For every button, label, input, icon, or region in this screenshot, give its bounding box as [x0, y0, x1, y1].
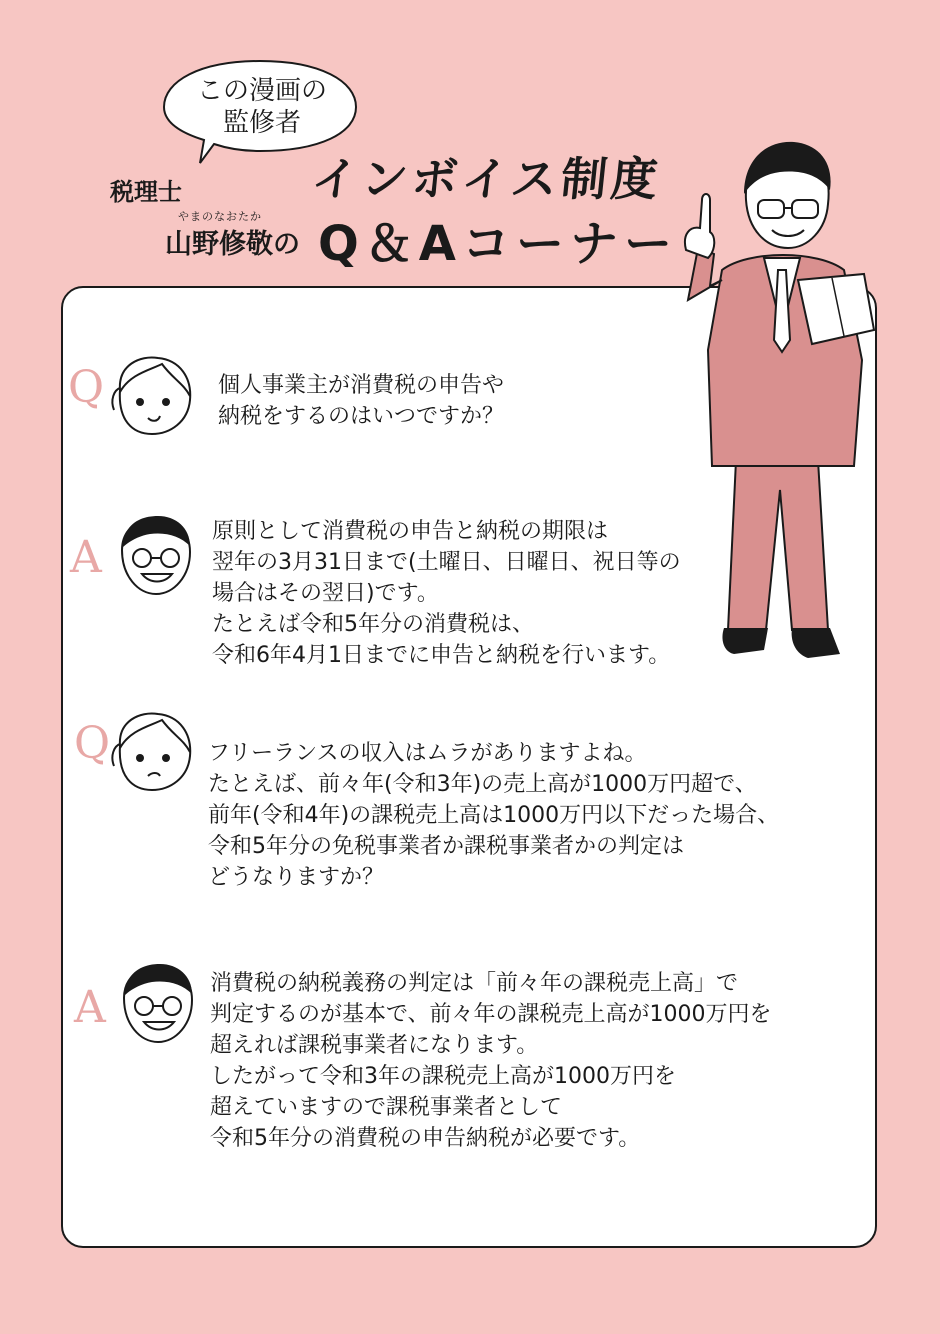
author-name: 山野修敬の	[165, 229, 300, 260]
speech-bubble	[160, 55, 360, 155]
answer-mark-2: A	[74, 982, 106, 1033]
man-face-icon-2	[112, 958, 202, 1048]
question-2-text: フリーランスの収入はムラがありますよね。 たとえば、前々年(令和3年)の売上高が1000万円超で、 前年(令和4年)の課税売上高は1000万円以下だった場合、 令和5年分の免税事業者か課税事業者かの判定は どうなりますか？	[208, 741, 780, 890]
page-title: インボイス制度	[308, 152, 665, 206]
question-1-text: 個人事業主が消費税の申告や 納税をするのはいつですか？	[218, 373, 505, 429]
answer-1-text: 原則として消費税の申告と納税の期限は 翌年の3月31日まで(土曜日、日曜日、祝日等の 場合はその翌日)です。 たとえば令和5年分の消費税は、 令和6年4月1日までに申告と納税を行います。	[212, 519, 681, 668]
bubble-text: この漫画の 監修者	[196, 76, 327, 138]
woman-face-icon-2	[100, 706, 200, 796]
answer-mark-1: A	[70, 532, 102, 583]
author-ruby: やまのなおたか	[178, 210, 262, 223]
tax-accountant-illustration	[668, 130, 898, 690]
author-title: 税理士	[110, 178, 182, 206]
answer-2-text: 消費税の納税義務の判定は「前々年の課税売上高」で 判定するのが基本で、前々年の課税売上高が1000万円を 超えれば課税事業者になります。 したがって令和3年の課税売上高が1000万円を 超えていますので課税事業者として 令和5年分の消費税の申告納税が必要です。	[210, 971, 772, 1151]
man-face-icon	[110, 510, 200, 600]
woman-face-icon	[100, 350, 200, 440]
question-mark-1: Q	[68, 362, 105, 413]
question-mark-2: Q	[74, 718, 111, 769]
page-subtitle: Q＆Aコーナー	[318, 216, 678, 272]
